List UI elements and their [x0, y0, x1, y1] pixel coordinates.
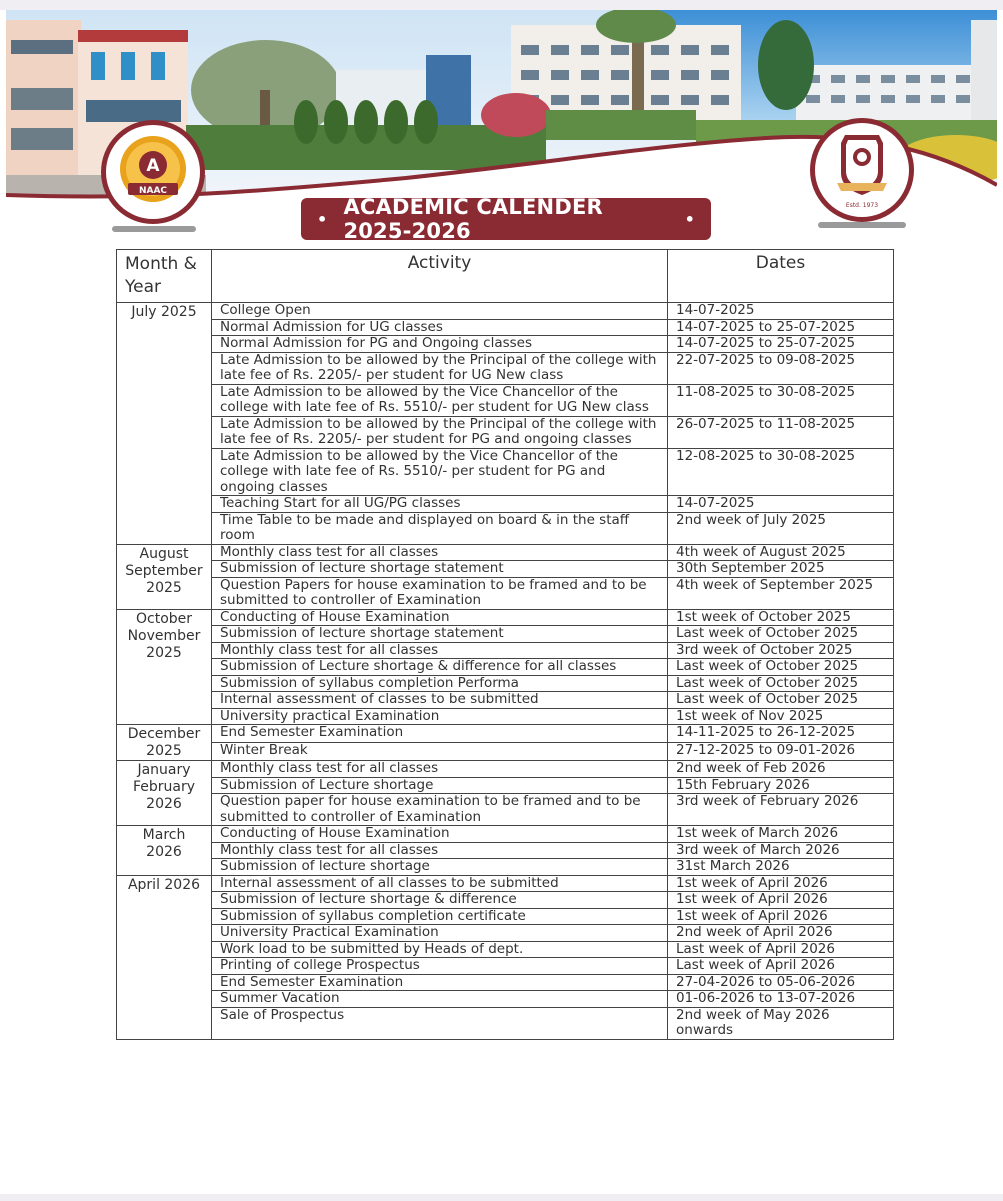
dates-cell: 1st week of April 2026	[668, 892, 894, 909]
table-row	[117, 448, 894, 496]
table-row	[117, 826, 894, 843]
naac-badge	[101, 120, 205, 224]
table-row	[117, 577, 894, 609]
dates-cell: 1st week of April 2026	[668, 908, 894, 925]
dates-cell: 27-04-2026 to 05-06-2026	[668, 974, 894, 991]
dates-cell: 31st March 2026	[668, 859, 894, 876]
dates-cell: Last week of April 2026	[668, 958, 894, 975]
activity-cell: Printing of college Prospectus	[212, 958, 668, 975]
activity-cell: Normal Admission for PG and Ongoing classes	[212, 336, 668, 353]
table-row	[117, 941, 894, 958]
activity-cell: Late Admission to be allowed by the Vice Chancellor of the college with late fee of Rs. 5510/- per student for PG and ongoing classes	[212, 448, 668, 496]
dates-cell: 4th week of September 2025	[668, 577, 894, 609]
dates-cell: 26-07-2025 to 11-08-2025	[668, 416, 894, 448]
table-row	[117, 794, 894, 826]
activity-cell: University practical Examination	[212, 708, 668, 725]
dates-cell: Last week of April 2026	[668, 941, 894, 958]
bottom-border	[0, 1194, 1003, 1201]
dates-cell: 14-07-2025 to 25-07-2025	[668, 319, 894, 336]
activity-cell: Conducting of House Examination	[212, 826, 668, 843]
activity-cell: Monthly class test for all classes	[212, 642, 668, 659]
activity-cell: Winter Break	[212, 743, 668, 761]
table-body	[117, 303, 894, 1040]
table-row	[117, 761, 894, 778]
activity-cell: Submission of Lecture shortage	[212, 777, 668, 794]
month-cell: December 2025	[117, 725, 212, 761]
table-row	[117, 416, 894, 448]
dates-cell: 11-08-2025 to 30-08-2025	[668, 384, 894, 416]
table-row	[117, 875, 894, 892]
dates-cell: 2nd week of May 2026 onwards	[668, 1007, 894, 1039]
dates-cell: 22-07-2025 to 09-08-2025	[668, 352, 894, 384]
top-border	[0, 0, 1003, 10]
dates-cell: 15th February 2026	[668, 777, 894, 794]
dates-cell: 1st week of March 2026	[668, 826, 894, 843]
activity-cell: Work load to be submitted by Heads of dept.	[212, 941, 668, 958]
activity-cell: College Open	[212, 303, 668, 320]
table-row	[117, 925, 894, 942]
table-row	[117, 319, 894, 336]
dates-cell: 1st week of October 2025	[668, 609, 894, 626]
activity-cell: Summer Vacation	[212, 991, 668, 1008]
dates-cell: 2nd week of April 2026	[668, 925, 894, 942]
month-cell: March 2026	[117, 826, 212, 876]
title-bullet-left: •	[317, 209, 328, 229]
dates-cell: 1st week of Nov 2025	[668, 708, 894, 725]
dates-cell: 27-12-2025 to 09-01-2026	[668, 743, 894, 761]
dates-cell: 3rd week of February 2026	[668, 794, 894, 826]
table-row	[117, 708, 894, 725]
activity-cell: Late Admission to be allowed by the Principal of the college with late fee of Rs. 2205/- per student for PG and ongoing classes	[212, 416, 668, 448]
dates-cell: 30th September 2025	[668, 561, 894, 578]
table-row	[117, 544, 894, 561]
table-row	[117, 743, 894, 761]
table-row	[117, 725, 894, 743]
month-cell: April 2026	[117, 875, 212, 1039]
college-shield-icon	[817, 125, 907, 215]
dates-cell: 01-06-2026 to 13-07-2026	[668, 991, 894, 1008]
activity-cell: Submission of syllabus completion Performa	[212, 675, 668, 692]
dates-cell: 14-11-2025 to 26-12-2025	[668, 725, 894, 743]
table-row	[117, 336, 894, 353]
dates-cell: 12-08-2025 to 30-08-2025	[668, 448, 894, 496]
badge-shadow-left	[112, 226, 196, 232]
activity-cell: Submission of lecture shortage	[212, 859, 668, 876]
activity-cell: Time Table to be made and displayed on board & in the staff room	[212, 512, 668, 544]
dates-cell: 4th week of August 2025	[668, 544, 894, 561]
title-bullet-right: •	[684, 209, 695, 229]
table-row	[117, 675, 894, 692]
header-activity: Activity	[212, 250, 668, 303]
dates-cell: 2nd week of July 2025	[668, 512, 894, 544]
activity-cell: Late Admission to be allowed by the Vice Chancellor of the college with late fee of Rs. 5510/- per student for UG New class	[212, 384, 668, 416]
activity-cell: Submission of Lecture shortage & difference for all classes	[212, 659, 668, 676]
activity-cell: End Semester Examination	[212, 725, 668, 743]
dates-cell: Last week of October 2025	[668, 692, 894, 709]
activity-cell: Submission of lecture shortage statement	[212, 626, 668, 643]
table-row	[117, 642, 894, 659]
naac-grade: A	[146, 156, 160, 176]
table-row	[117, 859, 894, 876]
header-month-year: Month & Year	[117, 250, 212, 303]
page-title-text: ACADEMIC CALENDER 2025-2026	[343, 195, 603, 243]
dates-cell: Last week of October 2025	[668, 675, 894, 692]
table-header-row	[117, 250, 894, 303]
activity-cell: Submission of syllabus completion certificate	[212, 908, 668, 925]
activity-cell: Internal assessment of classes to be submitted	[212, 692, 668, 709]
college-crest	[810, 118, 914, 222]
month-cell: July 2025	[117, 303, 212, 545]
activity-cell: Teaching Start for all UG/PG classes	[212, 496, 668, 513]
table-row	[117, 692, 894, 709]
dates-cell: 3rd week of March 2026	[668, 842, 894, 859]
dates-cell: 14-07-2025	[668, 496, 894, 513]
month-cell: August September 2025	[117, 544, 212, 609]
activity-cell: End Semester Examination	[212, 974, 668, 991]
page-title	[301, 195, 711, 243]
activity-cell: Monthly class test for all classes	[212, 761, 668, 778]
activity-cell: Monthly class test for all classes	[212, 544, 668, 561]
dates-cell: 2nd week of Feb 2026	[668, 761, 894, 778]
table-row	[117, 561, 894, 578]
table-row	[117, 352, 894, 384]
activity-cell: University Practical Examination	[212, 925, 668, 942]
activity-cell: Late Admission to be allowed by the Principal of the college with late fee of Rs. 2205/- per student for UG New class	[212, 352, 668, 384]
header-dates: Dates	[668, 250, 894, 303]
table-row	[117, 609, 894, 626]
activity-cell: Normal Admission for UG classes	[212, 319, 668, 336]
table-row	[117, 512, 894, 544]
table-row	[117, 991, 894, 1008]
activity-cell: Conducting of House Examination	[212, 609, 668, 626]
badge-shadow-right	[818, 222, 906, 228]
table-row	[117, 777, 894, 794]
table-row	[117, 626, 894, 643]
month-cell: January February 2026	[117, 761, 212, 826]
table-row	[117, 892, 894, 909]
dates-cell: 14-07-2025 to 25-07-2025	[668, 336, 894, 353]
dates-cell: Last week of October 2025	[668, 626, 894, 643]
activity-cell: Submission of lecture shortage statement	[212, 561, 668, 578]
table-row	[117, 303, 894, 320]
activity-cell: Sale of Prospectus	[212, 1007, 668, 1039]
table-row	[117, 384, 894, 416]
naac-label: NAAC	[138, 186, 168, 196]
dates-cell: Last week of October 2025	[668, 659, 894, 676]
table-row	[117, 974, 894, 991]
month-cell: October November 2025	[117, 609, 212, 725]
table-row	[117, 1007, 894, 1039]
table-row	[117, 659, 894, 676]
activity-cell: Submission of lecture shortage & difference	[212, 892, 668, 909]
activity-cell: Internal assessment of all classes to be submitted	[212, 875, 668, 892]
college-estd: Estd. 1973	[845, 202, 879, 209]
activity-cell: Monthly class test for all classes	[212, 842, 668, 859]
table-row	[117, 958, 894, 975]
activity-cell: Question Papers for house examination to be framed and to be submitted to controller of Examination	[212, 577, 668, 609]
naac-seal-icon	[108, 127, 198, 217]
academic-calendar-table	[116, 249, 894, 1040]
dates-cell: 1st week of April 2026	[668, 875, 894, 892]
table-row	[117, 496, 894, 513]
table-row	[117, 908, 894, 925]
dates-cell: 3rd week of October 2025	[668, 642, 894, 659]
dates-cell: 14-07-2025	[668, 303, 894, 320]
table-row	[117, 842, 894, 859]
activity-cell: Question paper for house examination to be framed and to be submitted to controller of Examination	[212, 794, 668, 826]
